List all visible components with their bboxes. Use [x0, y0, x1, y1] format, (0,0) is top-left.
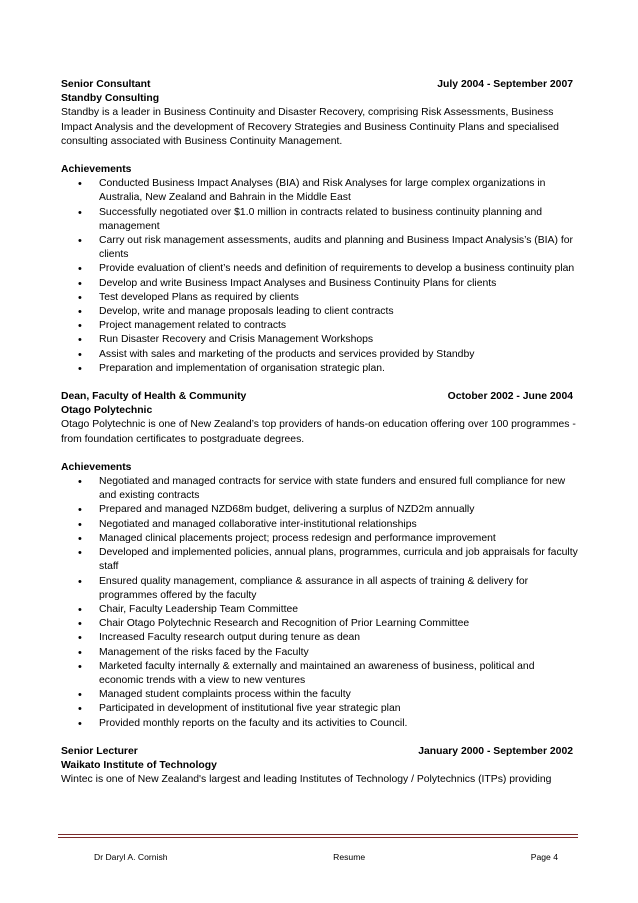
list-item: • Project management related to contracts	[61, 319, 581, 333]
list-item: • Developed and implemented policies, annual plans, programmes, curricula and job appraisals for faculty staff	[61, 546, 581, 574]
list-item: • Successfully negotiated over $1.0 million in contracts related to business continuity planning and management	[61, 206, 581, 234]
list-item: • Run Disaster Recovery and Crisis Management Workshops	[61, 333, 581, 347]
page-footer	[58, 852, 578, 862]
list-item: • Chair, Faculty Leadership Team Committee	[61, 603, 581, 617]
list-item: • Marketed faculty internally & externally and maintained an awareness of business, political and economic trends with a view to new ventures	[61, 660, 581, 688]
list-item: • Managed clinical placements project; process redesign and performance improvement	[61, 532, 581, 546]
list-item: • Prepared and managed NZD68m budget, delivering a surplus of NZD2m annually	[61, 503, 581, 517]
organization-description: Wintec is one of New Zealand's largest and leading Institutes of Technology / Polytechnics (ITPs) providing	[61, 774, 552, 786]
organization-description: Otago Polytechnic is one of New Zealand’s top providers of hands-on education offering over 100 programmes - from foundation certificates to postgraduate degrees.	[61, 419, 576, 445]
footer-divider	[58, 837, 578, 838]
list-item: • Assist with sales and marketing of the products and services provided by Standby	[61, 348, 581, 362]
list-item: • Negotiated and managed contracts for service with state funders and ensured full compliance for new and existing contracts	[61, 475, 581, 503]
footer-page-number: Page 4	[530, 852, 558, 862]
role-dates: January 2000 - September 2002	[418, 745, 573, 757]
list-item: • Increased Faculty research output during tenure as dean	[61, 631, 581, 645]
role-title: Senior Consultant	[61, 79, 151, 90]
achievements-heading: Achievements	[61, 461, 132, 473]
footer-author: Dr Daryl A. Cornish	[94, 852, 168, 862]
organization-name: Otago Polytechnic	[61, 405, 153, 417]
list-item: • Provide evaluation of client’s needs and definition of requirements to develop a business continuity plan	[61, 262, 581, 276]
list-item: • Ensured quality management, compliance & assurance in all aspects of training & delivery for programmes offered by the faculty	[61, 575, 581, 603]
list-item: • Negotiated and managed collaborative inter-institutional relationships	[61, 518, 581, 532]
achievements-list	[61, 177, 581, 376]
list-item: • Test developed Plans as required by clients	[61, 291, 581, 305]
list-item: • Participated in development of institutional five year strategic plan	[61, 702, 581, 716]
achievements-heading: Achievements	[61, 164, 132, 176]
role-header	[61, 78, 581, 92]
footer-divider	[58, 834, 578, 835]
role-header	[61, 390, 581, 404]
list-item: • Develop, write and manage proposals leading to client contracts	[61, 305, 581, 319]
list-item: • Managed student complaints process within the faculty	[61, 688, 581, 702]
list-item: • Provided monthly reports on the faculty and its activities to Council.	[61, 717, 581, 731]
list-item: • Carry out risk management assessments, audits and planning and Business Impact Analysis’s (BIA) for clients	[61, 234, 581, 262]
role-dates: July 2004 - September 2007	[437, 79, 573, 90]
list-item: • Management of the risks faced by the Faculty	[61, 646, 581, 660]
role-title: Senior Lecturer	[61, 745, 138, 757]
list-item: • Preparation and implementation of organisation strategic plan.	[61, 362, 581, 376]
organization-name: Waikato Institute of Technology	[61, 759, 217, 771]
role-title: Dean, Faculty of Health & Community	[61, 391, 247, 403]
organization-name: Standby Consulting	[61, 93, 160, 105]
achievements-list	[61, 475, 581, 731]
role-header	[61, 745, 581, 759]
list-item: • Conducted Business Impact Analyses (BIA) and Risk Analyses for large complex organizations in Australia, New Zealand and Bahrain in the Middle East	[61, 177, 581, 205]
list-item: • Chair Otago Polytechnic Research and Recognition of Prior Learning Committee	[61, 617, 581, 631]
footer-document-title: Resume	[333, 852, 366, 862]
resume-content	[61, 78, 581, 787]
list-item: • Develop and write Business Impact Analyses and Business Continuity Plans for clients	[61, 277, 581, 291]
organization-description: Standby is a leader in Business Continuity and Disaster Recovery, comprising Risk Assessments, Business Impact Analysis and the development of Recovery Strategies and Business Continuity Plans and specialised consulting associated with Business Continuity Management.	[61, 107, 559, 147]
role-dates: October 2002 - June 2004	[447, 391, 573, 403]
